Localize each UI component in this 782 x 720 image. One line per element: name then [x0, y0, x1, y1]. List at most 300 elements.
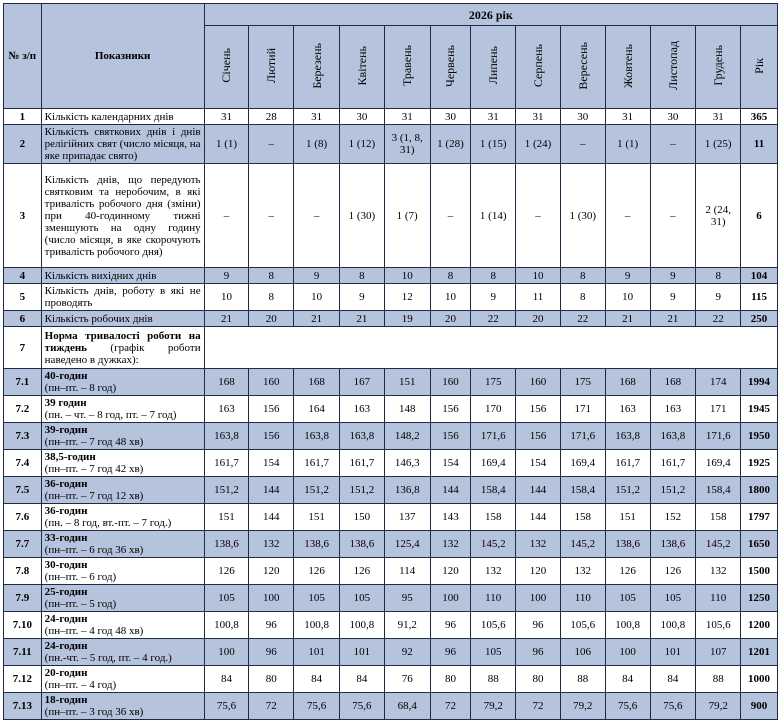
row-number: 7.8 [4, 558, 42, 585]
year-total: 104 [741, 268, 778, 284]
row-indicator: Кількість робочих днів [41, 311, 204, 327]
month-value: 8 [696, 268, 741, 284]
month-value: 156 [249, 423, 294, 450]
year-total: 1000 [741, 666, 778, 693]
month-value: 100,8 [204, 612, 249, 639]
month-value: 161,7 [204, 450, 249, 477]
month-value: – [650, 164, 696, 268]
row-indicator [41, 450, 204, 477]
row-number: 1 [4, 109, 42, 125]
row-number: 7.1 [4, 369, 42, 396]
month-value: 19 [384, 311, 430, 327]
month-value: 10 [294, 284, 340, 311]
month-value: 148 [384, 396, 430, 423]
month-value: 88 [471, 666, 516, 693]
month-value: 20 [430, 311, 471, 327]
header-month: Грудень [696, 26, 741, 109]
month-value: 12 [384, 284, 430, 311]
month-value: 84 [650, 666, 696, 693]
month-value: 132 [516, 531, 561, 558]
month-value: 125,4 [384, 531, 430, 558]
month-value: 21 [204, 311, 249, 327]
month-value: 174 [696, 369, 741, 396]
month-value: 2 (24, 31) [696, 164, 741, 268]
month-value: 96 [430, 612, 471, 639]
table-row [4, 311, 778, 327]
month-value: 156 [430, 396, 471, 423]
indicator-schedule: (пн–пт. – 6 год) [44, 571, 117, 583]
month-value: 1 (28) [430, 125, 471, 164]
month-value: 84 [204, 666, 249, 693]
month-value: 75,6 [294, 693, 340, 720]
table-row [4, 423, 778, 450]
row-number: 7.13 [4, 693, 42, 720]
row-indicator [41, 639, 204, 666]
indicator-title: 24-годин [44, 640, 88, 652]
month-value: 160 [249, 369, 294, 396]
month-value: 175 [471, 369, 516, 396]
month-value: 158,4 [471, 477, 516, 504]
month-value: 161,7 [605, 450, 650, 477]
month-value: 20 [516, 311, 561, 327]
month-value: 100 [516, 585, 561, 612]
month-value: 84 [605, 666, 650, 693]
row-indicator [41, 558, 204, 585]
month-value: 171,6 [560, 423, 605, 450]
month-value: 31 [204, 109, 249, 125]
month-value: 8 [471, 268, 516, 284]
month-value: 79,2 [471, 693, 516, 720]
month-value: 163,8 [650, 423, 696, 450]
month-value: 164 [294, 396, 340, 423]
month-value: 132 [249, 531, 294, 558]
month-value: 9 [650, 268, 696, 284]
indicator-title: 38,5-годин [44, 451, 96, 463]
month-value: 167 [339, 369, 384, 396]
month-value: 1 (1) [605, 125, 650, 164]
month-value: 145,2 [560, 531, 605, 558]
month-value: 72 [516, 693, 561, 720]
year-total: 1800 [741, 477, 778, 504]
month-value: 163 [650, 396, 696, 423]
month-value: 21 [339, 311, 384, 327]
indicator-title: 39-годин [44, 424, 88, 436]
month-value: 72 [430, 693, 471, 720]
header-month: Квітень [339, 26, 384, 109]
month-value: 8 [249, 284, 294, 311]
month-value: 154 [516, 450, 561, 477]
table-row [4, 450, 778, 477]
month-value: 146,3 [384, 450, 430, 477]
table-row [4, 164, 778, 268]
month-value: 100 [430, 585, 471, 612]
month-value: 138,6 [650, 531, 696, 558]
month-value: 1 (30) [339, 164, 384, 268]
month-value: 110 [696, 585, 741, 612]
year-total: 250 [741, 311, 778, 327]
indicator-schedule: (пн–пт. – 6 год 36 хв) [44, 544, 144, 556]
table-row [4, 268, 778, 284]
month-value: 161,7 [294, 450, 340, 477]
month-value: 163,8 [339, 423, 384, 450]
month-value: 110 [471, 585, 516, 612]
row-indicator [41, 612, 204, 639]
month-value: 168 [605, 369, 650, 396]
month-value: 171,6 [696, 423, 741, 450]
month-value: 151 [294, 504, 340, 531]
month-value: 168 [650, 369, 696, 396]
row-indicator: Кількість календарних днів [41, 109, 204, 125]
month-value: 145,2 [696, 531, 741, 558]
month-value: 84 [339, 666, 384, 693]
month-value: 160 [430, 369, 471, 396]
month-value: 10 [204, 284, 249, 311]
row-indicator [41, 327, 204, 369]
month-value: 170 [471, 396, 516, 423]
month-value: 137 [384, 504, 430, 531]
month-value: 8 [249, 268, 294, 284]
month-value: 84 [294, 666, 340, 693]
month-value: 114 [384, 558, 430, 585]
month-value: 105 [294, 585, 340, 612]
header-month: Вересень [560, 26, 605, 109]
month-value: – [249, 125, 294, 164]
month-value: 1 (15) [471, 125, 516, 164]
month-value: 138,6 [605, 531, 650, 558]
month-value: 145,2 [471, 531, 516, 558]
month-value: 132 [471, 558, 516, 585]
month-value: 136,8 [384, 477, 430, 504]
month-value: 31 [471, 109, 516, 125]
month-value: 110 [560, 585, 605, 612]
month-value: 100,8 [605, 612, 650, 639]
indicator-schedule: (пн–пт. – 4 год) [44, 679, 117, 691]
month-value: 160 [516, 369, 561, 396]
month-value: 156 [430, 423, 471, 450]
month-value: – [605, 164, 650, 268]
month-value: 163 [339, 396, 384, 423]
empty-cell [204, 327, 777, 369]
month-value: 79,2 [560, 693, 605, 720]
header-indicators: Показники [41, 4, 204, 109]
indicator-schedule: (пн–пт. – 4 год 48 хв) [44, 625, 144, 637]
month-value: 101 [650, 639, 696, 666]
month-value: 10 [516, 268, 561, 284]
working-time-calendar-table [3, 3, 778, 720]
header-month: Листопад [650, 26, 696, 109]
month-value: 161,7 [650, 450, 696, 477]
month-value: 72 [249, 693, 294, 720]
month-value: 22 [696, 311, 741, 327]
month-value: 169,4 [471, 450, 516, 477]
month-value: – [249, 164, 294, 268]
indicator-schedule: (пн. – чт. – 8 год, пт. – 7 год) [44, 409, 177, 421]
month-value: 80 [430, 666, 471, 693]
month-value: 105,6 [471, 612, 516, 639]
month-value: 143 [430, 504, 471, 531]
month-value: 148,2 [384, 423, 430, 450]
month-value: 151 [605, 504, 650, 531]
month-value: 79,2 [696, 693, 741, 720]
month-value: 8 [339, 268, 384, 284]
month-value: 9 [650, 284, 696, 311]
indicator-title: 30-годин [44, 559, 88, 571]
month-value: 158 [696, 504, 741, 531]
row-indicator [41, 369, 204, 396]
indicator-title: 18-годин [44, 694, 88, 706]
month-value: 163,8 [204, 423, 249, 450]
row-number: 6 [4, 311, 42, 327]
header-month: Травень [384, 26, 430, 109]
month-value: 168 [204, 369, 249, 396]
year-total: 11 [741, 125, 778, 164]
indicator-schedule: (пн–пт. – 3 год 36 хв) [44, 706, 144, 718]
table-row [4, 558, 778, 585]
table-row [4, 639, 778, 666]
year-total: 1950 [741, 423, 778, 450]
indicator-schedule: (пн–пт. – 7 год 12 хв) [44, 490, 144, 502]
table-row [4, 125, 778, 164]
table-row [4, 585, 778, 612]
month-value: 31 [384, 109, 430, 125]
table-row [4, 666, 778, 693]
month-value: 158,4 [560, 477, 605, 504]
month-value: 101 [339, 639, 384, 666]
row-number: 7.11 [4, 639, 42, 666]
month-value: 144 [516, 504, 561, 531]
month-value: 163,8 [605, 423, 650, 450]
year-total: 1200 [741, 612, 778, 639]
month-value: 120 [516, 558, 561, 585]
month-value: 151,2 [605, 477, 650, 504]
row-indicator [41, 693, 204, 720]
month-value: 175 [560, 369, 605, 396]
month-value: 3 (1, 8, 31) [384, 125, 430, 164]
month-value: 96 [516, 639, 561, 666]
month-value: 158,4 [696, 477, 741, 504]
month-value: 126 [204, 558, 249, 585]
month-value: 144 [249, 504, 294, 531]
row-number: 5 [4, 284, 42, 311]
row-number: 7 [4, 327, 42, 369]
row-number: 4 [4, 268, 42, 284]
month-value: 95 [384, 585, 430, 612]
month-value: 105 [650, 585, 696, 612]
indicator-note: (графік роботи наведено в дужках): [44, 341, 201, 366]
month-value: 75,6 [204, 693, 249, 720]
month-value: 120 [430, 558, 471, 585]
month-value: 107 [696, 639, 741, 666]
month-value: 28 [249, 109, 294, 125]
month-value: 132 [430, 531, 471, 558]
month-value: 30 [560, 109, 605, 125]
row-number: 7.2 [4, 396, 42, 423]
month-value: 100 [204, 639, 249, 666]
row-indicator [41, 423, 204, 450]
month-value: 8 [560, 268, 605, 284]
month-value: 96 [249, 612, 294, 639]
month-value: 126 [294, 558, 340, 585]
table-row [4, 693, 778, 720]
month-value: 22 [560, 311, 605, 327]
month-value: 1 (30) [560, 164, 605, 268]
month-value: 126 [650, 558, 696, 585]
month-value: 151,2 [650, 477, 696, 504]
year-total: 1945 [741, 396, 778, 423]
row-number: 7.3 [4, 423, 42, 450]
row-indicator: Кількість днів, що передують святковим та неробочим, в які тривалість робочого дня (зміни) при 40-годинному тижні зменшують на одну годину (число місяця, в яке скорочують тривалість робочого дня) [41, 164, 204, 268]
header-number: № з/п [4, 4, 42, 109]
month-value: 158 [471, 504, 516, 531]
month-value: – [294, 164, 340, 268]
year-total: 1925 [741, 450, 778, 477]
month-value: 154 [249, 450, 294, 477]
month-value: 80 [249, 666, 294, 693]
month-value: 96 [516, 612, 561, 639]
month-value: 21 [650, 311, 696, 327]
row-number: 2 [4, 125, 42, 164]
month-value: 138,6 [204, 531, 249, 558]
month-value: 20 [249, 311, 294, 327]
month-value: 126 [605, 558, 650, 585]
month-value: 1 (7) [384, 164, 430, 268]
row-number: 7.4 [4, 450, 42, 477]
month-value: 76 [384, 666, 430, 693]
row-number: 7.9 [4, 585, 42, 612]
header-month: Серпень [516, 26, 561, 109]
month-value: 105 [471, 639, 516, 666]
month-value: 8 [560, 284, 605, 311]
month-value: 30 [650, 109, 696, 125]
header-month: Липень [471, 26, 516, 109]
month-value: 1 (24) [516, 125, 561, 164]
month-value: 105 [605, 585, 650, 612]
row-number: 7.12 [4, 666, 42, 693]
month-value: 1 (25) [696, 125, 741, 164]
month-value: 10 [605, 284, 650, 311]
table-row [4, 504, 778, 531]
indicator-schedule: (пн–пт. – 7 год 42 хв) [44, 463, 144, 475]
table-row [4, 477, 778, 504]
month-value: 169,4 [696, 450, 741, 477]
row-indicator [41, 396, 204, 423]
month-value: 132 [560, 558, 605, 585]
year-total: 1797 [741, 504, 778, 531]
year-total: 115 [741, 284, 778, 311]
row-number: 7.5 [4, 477, 42, 504]
month-value: 156 [249, 396, 294, 423]
month-value: 144 [249, 477, 294, 504]
month-value: 31 [605, 109, 650, 125]
month-value: 30 [339, 109, 384, 125]
year-total: 1500 [741, 558, 778, 585]
year-total: 1650 [741, 531, 778, 558]
year-total: 1250 [741, 585, 778, 612]
year-total: 1201 [741, 639, 778, 666]
month-value: 75,6 [650, 693, 696, 720]
month-value: 10 [430, 284, 471, 311]
month-value: 1 (12) [339, 125, 384, 164]
month-value: 88 [560, 666, 605, 693]
month-value: 154 [430, 450, 471, 477]
month-value: 163 [605, 396, 650, 423]
header-year-title: 2026 рік [204, 4, 777, 26]
header-month: Січень [204, 26, 249, 109]
row-number: 7.6 [4, 504, 42, 531]
year-total: 1994 [741, 369, 778, 396]
month-value: 31 [516, 109, 561, 125]
month-value: 171 [696, 396, 741, 423]
month-value: 75,6 [605, 693, 650, 720]
year-total: 900 [741, 693, 778, 720]
month-value: – [516, 164, 561, 268]
month-value: 152 [650, 504, 696, 531]
header-month: Жовтень [605, 26, 650, 109]
month-value: 9 [294, 268, 340, 284]
row-indicator: Кількість днів, роботу в які не проводять [41, 284, 204, 311]
month-value: 9 [204, 268, 249, 284]
table-row [4, 396, 778, 423]
month-value: 88 [696, 666, 741, 693]
month-value: 144 [516, 477, 561, 504]
row-number: 3 [4, 164, 42, 268]
header-month: Березень [294, 26, 340, 109]
month-value: 138,6 [339, 531, 384, 558]
row-number: 7.7 [4, 531, 42, 558]
month-value: 9 [471, 284, 516, 311]
row-indicator [41, 666, 204, 693]
month-value: 151,2 [339, 477, 384, 504]
month-value: – [430, 164, 471, 268]
indicator-schedule: (пн–пт. – 8 год) [44, 382, 117, 394]
month-value: 171,6 [471, 423, 516, 450]
month-value: 105 [339, 585, 384, 612]
month-value: 91,2 [384, 612, 430, 639]
month-value: 9 [339, 284, 384, 311]
month-value: 9 [605, 268, 650, 284]
indicator-title: 36-годин [44, 505, 88, 517]
row-indicator: Кількість вихідних днів [41, 268, 204, 284]
month-value: – [560, 125, 605, 164]
indicator-title: 39 годин [44, 397, 87, 409]
month-value: 100,8 [650, 612, 696, 639]
row-number: 7.10 [4, 612, 42, 639]
month-value: – [204, 164, 249, 268]
month-value: 105,6 [560, 612, 605, 639]
indicator-schedule: (пн.-чт. – 5 год, пт. – 4 год.) [44, 652, 172, 664]
month-value: 161,7 [339, 450, 384, 477]
month-value: 1 (1) [204, 125, 249, 164]
year-total: 6 [741, 164, 778, 268]
month-value: 169,4 [560, 450, 605, 477]
month-value: 120 [249, 558, 294, 585]
month-value: 22 [471, 311, 516, 327]
indicator-title: 33-годин [44, 532, 88, 544]
indicator-title: 20-годин [44, 667, 88, 679]
month-value: 100 [249, 585, 294, 612]
month-value: 105,6 [696, 612, 741, 639]
indicator-title: 24-годин [44, 613, 88, 625]
header-month: Лютий [249, 26, 294, 109]
month-value: 144 [430, 477, 471, 504]
month-value: 105 [204, 585, 249, 612]
row-indicator [41, 585, 204, 612]
month-value: 75,6 [339, 693, 384, 720]
month-value: 101 [294, 639, 340, 666]
month-value: 156 [516, 423, 561, 450]
month-value: 30 [430, 109, 471, 125]
month-value: 138,6 [294, 531, 340, 558]
